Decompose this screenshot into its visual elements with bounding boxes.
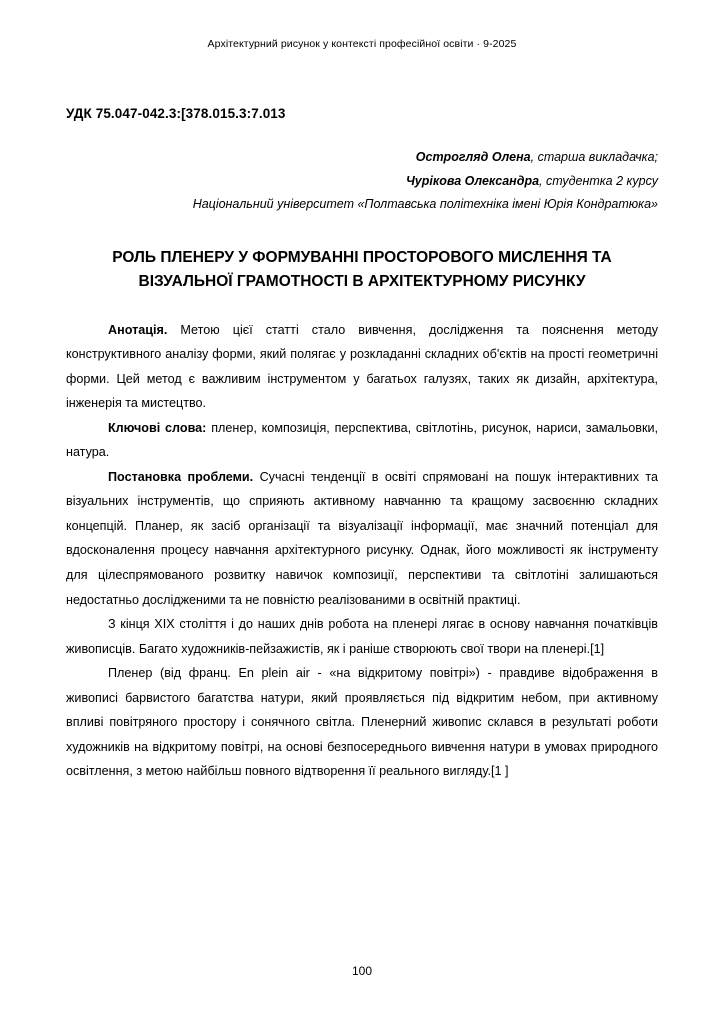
- author-name-2: Чурікова Олександра: [405, 173, 540, 188]
- paragraph-plein-air-definition: [66, 661, 658, 784]
- paragraph-text-abstract: Метою цієї статті стало вивчення, дослідження та пояснення методу конструктивного аналізу форми, який полягає у розкладанні складних об'єктів на прості геометричні форми. Цей метод є важливим інструментом у багатьох галузях, таких як дизайн, архітектура, інженерія та мистецтво.: [66, 322, 658, 411]
- paragraph-abstract: [66, 318, 658, 416]
- paragraph-keywords: [66, 416, 658, 465]
- paragraph-label-abstract: Анотація.: [108, 322, 168, 337]
- paragraph-text-problem: Сучасні тенденції в освіті спрямовані на пошук інтерактивних та візуальних інструментів, що сприяють активному навчанню та кращому засвоєнню складних концепцій. Планер, як засіб організації та візуалізації інформації, має значний потенціал для вдосконалення процесу навчання архітектурного рисунку. Однак, його можливості як інструменту для цілеспрямованого розвитку навичок композиції, перспективи та світлотіні залишаються недостатньо дослідженими та не повністю реалізованими в освітній практиці.: [66, 469, 659, 607]
- paragraph-problem-statement: [66, 465, 658, 612]
- author-name-1: Острогляд Олена: [415, 150, 531, 164]
- page-number: 100: [351, 964, 373, 978]
- paragraph-text-plein-air: Пленер (від франц. En plein air - «на відкритому повітрі») - правдиве відображення в живописі барвистого багатства натури, який проявляється під відкритим небом, при активному впливі повітряного простору і сонячного світла. Пленерний живопис склався в результаті роботи художників на відкритому повітрі, на основі безпосереднього вивчення натури в умовах природного освітлення, з метою найбільш повного відтворення її реального вигляду.[1 ]: [66, 666, 658, 779]
- paragraph-text-history: З кінця XIX століття і до наших днів робота на пленері лягає в основу навчання початківців живописців. Багато художників-пейзажистів, як і раніше створюють свої твори на пленері.[1]: [66, 617, 658, 656]
- author-role-2: , студентка 2 курсу: [539, 173, 658, 188]
- page-title: РОЛЬ ПЛЕНЕРУ У ФОРМУВАННІ ПРОСТОРОВОГО МИСЛЕННЯ ТА ВІЗУАЛЬНОЇ ГРАМОТНОСТІ В АРХІТЕКТУРНОМУ РИСУНКУ: [112, 248, 612, 290]
- paragraph-label-problem: Постановка проблеми.: [108, 469, 254, 484]
- paragraph-history: [66, 612, 658, 661]
- paragraph-label-keywords: Ключові слова:: [108, 420, 207, 435]
- author-line-1: [66, 147, 658, 169]
- author-line-2: [66, 171, 658, 193]
- running-head: Архітектурний рисунок у контексті професійної освіти · 9-2025: [207, 38, 517, 50]
- author-role-1: , старша викладачка;: [530, 150, 658, 164]
- udk-code: УДК 75.047-042.3:[378.015.3:7.013: [66, 106, 286, 121]
- affiliation: Національний університет «Полтавська політехніка імені Юрія Кондратюка»: [192, 197, 658, 211]
- paragraph-text-keywords: пленер, композиція, перспектива, світлотінь, рисунок, нариси, замальовки, натура.: [66, 420, 659, 460]
